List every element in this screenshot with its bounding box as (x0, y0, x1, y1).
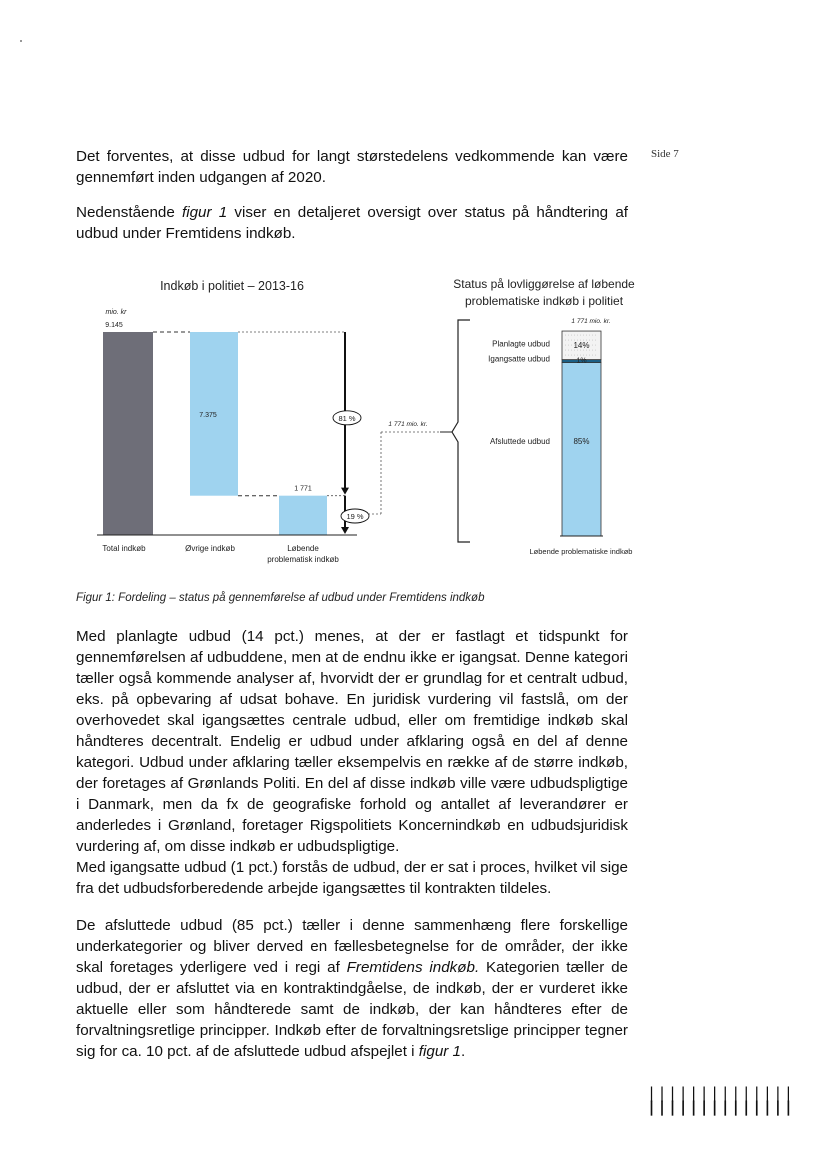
page-number: Side 7 (651, 148, 679, 160)
category-label-lobende-line1: Løbende (287, 544, 319, 553)
value-label-lobende: 1 771 (294, 485, 312, 493)
paragraph-completed-tenders: De afsluttede udbud (85 pct.) tæller i denne sammenhæng flere forskellige underkategorier og bliver derved en fællesbetegnelse for de områder, der ikke skal foretages yderligere ved i regi af Fremtidens indkøb. Kategorien tæller de udbud, der er afsluttet via en kontraktindgåelse, de indkøb, der er vurderet ikke aktuelle eller som håndterede samt de indkøb, der kan håndteres efter de forvaltningsretlige principper. Indkøb efter de forvaltningsretslige principper tegner sig for ca. 10 pct. af de afsluttede udbud afspejlet i figur 1. (76, 917, 628, 1060)
pct-label-planlagte: 14% (573, 341, 590, 351)
arrow-81-head (341, 488, 349, 495)
figure-reference: figur 1 (182, 204, 228, 221)
figure-1-svg (72, 270, 672, 580)
right-chart-xlabel: Løbende problematiske indkøb (529, 547, 633, 556)
footer-marks-heavy: |||||||||||||| (647, 1098, 795, 1116)
scan-speck (20, 40, 22, 42)
segment-afsluttede-udbud (562, 363, 601, 536)
right-chart-title-line2: problematiske indkøb i politiet (464, 294, 624, 308)
legend-planlagte-udbud: Planlagte udbud (492, 339, 550, 349)
paragraph-figure-reference: Nedenstående figur 1 viser en detaljeret oversigt over status på håndtering af udbud under Fremtidens indkøb. (76, 204, 628, 242)
category-label-ovrige: Øvrige indkøb (185, 544, 235, 553)
figure-caption: Figur 1: Fordeling – status på gennemførelse af udbud under Fremtidens indkøb (76, 592, 485, 604)
pct-label-afsluttede: 85% (573, 437, 590, 447)
footer-marks-light: |||||||||||||| (647, 1084, 795, 1102)
bar-total-indkob (103, 332, 153, 535)
bridge-label: 1 771 mio. kr. (388, 421, 428, 428)
pct-19-label: 19 % (346, 512, 364, 521)
right-bracket (452, 320, 470, 542)
paragraph-planned-tenders: Med planlagte udbud (14 pct.) menes, at der er fastlagt et tidspunkt for gennemførelsen af udbuddene, men at de endnu ikke er igangsat. Denne kategori tæller også kommende analyser af, hvorvidt der er grundlag for et centralt udbud, eks. på opbevaring af udsat bohave. En juridisk vurdering vil fastslå, om der overhovedet skal igangsættes centrale udbud, eller om fremtidige indkøb skal håndteres decentralt. Endelig er udbud under afklaring også en del af denne kategori. Udbud under afklaring tæller eksempelvis en række af de større indkøb, der foretages af Grønlands Politi. En del af disse indkøb ville være udbudspligtige i Danmark, men da fx de geografiske forhold og antallet af leverandører er anderledes i Grønland, foretager Rigspolitiets Koncernindkøb en udbudsjuridisk vurdering af, om disse indkøb er udbudspligtige. (76, 628, 628, 855)
footer-decoration (647, 1084, 795, 1116)
pct-label-igangsatte: 1% (576, 357, 587, 365)
right-chart-total-label: 1 771 mio. kr. (571, 318, 611, 325)
value-label-ovrige: 7.375 (199, 411, 217, 419)
legend-afsluttede-udbud: Afsluttede udbud (489, 437, 550, 447)
bar-lobende-problematisk (279, 496, 327, 535)
left-chart-title: Indkøb i politiet – 2013-16 (160, 279, 304, 293)
arrow-19-head (341, 527, 349, 534)
pct-81-label: 81 % (338, 413, 356, 423)
paragraph-initiated-tenders: Med igangsatte udbud (1 pct.) forstås de udbud, der er sat i proces, hvilket vil sige fra det udbudsforberedende arbejde igangsættes til kontrakten tildeles. (76, 859, 628, 897)
paragraph-intro: Det forventes, at disse udbud for langt størstedelens vedkommende kan være gennemført inden udgangen af 2020. (76, 148, 628, 186)
value-label-total: 9.145 (105, 322, 123, 329)
category-label-total: Total indkøb (102, 544, 146, 553)
left-chart-unit: mio. kr (105, 309, 127, 316)
figure-1 (72, 270, 672, 580)
category-label-lobende-line2: problematisk indkøb (267, 555, 339, 564)
legend-igangsatte-udbud: Igangsatte udbud (488, 354, 550, 364)
right-chart-title-line1: Status på lovliggørelse af løbende (453, 277, 635, 291)
